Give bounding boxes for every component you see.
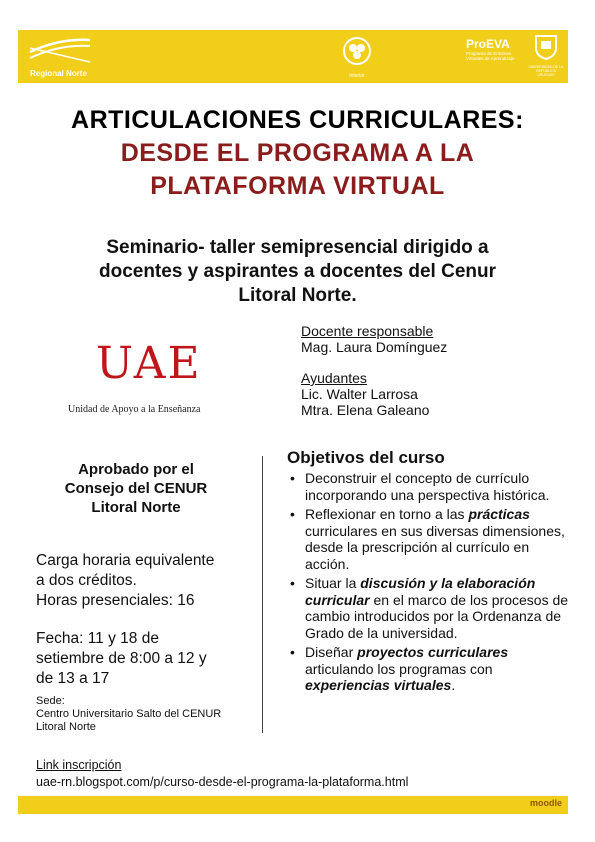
interior-circles-icon: [342, 36, 372, 66]
ayudante-1: Lic. Walter Larrosa: [301, 386, 418, 402]
sede-line-2: Litoral Norte: [36, 721, 96, 733]
title-line-1: ARTICULACIONES CURRICULARES:: [71, 106, 524, 134]
carga-line-3: Horas presenciales: 16: [36, 592, 195, 609]
objetivo-4-text-a: Diseñar: [305, 644, 354, 660]
proeva-name: ProEVA: [466, 37, 510, 51]
link-label: Link inscripción: [36, 758, 122, 772]
objetivo-3-text-a: Situar la: [305, 575, 357, 591]
column-divider: [262, 456, 263, 733]
objetivo-4-text-b: articulando los programas con: [305, 660, 493, 677]
objetivo-3-text-b: en el marco de los procesos de cambio introducidos por la Ordenanza de Grado de la universidad.: [305, 591, 569, 641]
title-line-3: PLATAFORMA VIRTUAL: [150, 172, 445, 200]
uae-logo: [68, 338, 228, 418]
footer-band: [18, 796, 568, 814]
sede-line-1: Centro Universitario Salto del CENUR: [36, 708, 222, 720]
regional-norte-logo: [28, 34, 92, 78]
objetivo-3-emphasis: discusión y la elaboración curricular: [305, 575, 536, 608]
uae-letters: UAE: [96, 338, 202, 389]
docente-name: Mag. Laura Domínguez: [301, 339, 448, 355]
regional-norte-swoosh-icon: [28, 34, 92, 64]
interior-logo: [337, 36, 377, 80]
sede-section: [36, 695, 266, 734]
udelar-subtitle: UNIVERSIDAD DE LA REPÚBLICA URUGUAY: [528, 65, 564, 77]
ayudantes-heading: Ayudantes: [301, 370, 367, 386]
title-line-2: DESDE EL PROGRAMA A LA: [120, 139, 475, 167]
carga-horaria: [36, 551, 256, 611]
seminar-line-2: docentes y aspirantes a docentes del Cenur: [98, 261, 497, 282]
seminar-description: [60, 236, 535, 308]
docente-heading: Docente responsable: [301, 323, 434, 339]
aprobado-line-2: Consejo del CENUR: [64, 480, 208, 497]
udelar-logo: [528, 34, 564, 80]
aprobado-line-3: Litoral Norte: [91, 499, 181, 516]
proeva-subtitle: Programa de Entornos Virtuales de Aprendizaje: [466, 51, 515, 61]
list-item: [288, 575, 573, 641]
objetivo-1-text: Deconstruir el concepto de currículo incorporando una perspectiva histórica.: [305, 470, 550, 503]
ayudante-2: Mtra. Elena Galeano: [301, 402, 430, 418]
registration-link[interactable]: uae-rn.blogspot.com/p/curso-desde-el-programa-la-plataforma.html: [36, 775, 409, 789]
docente-section: [301, 323, 561, 355]
aprobado-section: [36, 460, 236, 517]
objetivo-2-emphasis: prácticas: [468, 506, 530, 522]
objetivo-2-text-b: curriculares en sus diversas dimensiones, desde la prescripción al currículo en acción.: [305, 522, 565, 572]
objetivos-title: Objetivos del curso: [287, 448, 445, 467]
seminar-line-3: Litoral Norte.: [238, 285, 357, 306]
carga-line-2: a dos créditos.: [36, 572, 137, 589]
list-item: [288, 506, 573, 572]
fecha-line-3: de 13 a 17: [36, 670, 110, 687]
fecha-section: [36, 629, 256, 689]
objetivo-2-text-a: Reflexionar en torno a las: [305, 506, 465, 522]
fecha-line-2: setiembre de 8:00 a 12 y: [36, 650, 207, 667]
fecha-line-1: Fecha: 11 y 18 de: [36, 630, 159, 647]
objetivo-4-emphasis-2: experiencias virtuales: [305, 677, 452, 693]
interior-label: Interior: [349, 73, 365, 79]
ayudantes-section: [301, 370, 561, 418]
list-item: [288, 470, 573, 503]
objetivos-list: [288, 470, 573, 697]
list-item: [288, 644, 573, 694]
seminar-line-1: Seminario- taller semipresencial dirigido a: [106, 237, 489, 258]
sede-label: Sede:: [36, 695, 65, 707]
udelar-shield-icon: [534, 34, 558, 60]
proeva-logo: [466, 37, 526, 77]
moodle-logo: moodle: [530, 798, 563, 808]
carga-line-1: Carga horaria equivalente: [36, 552, 215, 569]
objetivo-4-text-c: .: [451, 677, 456, 693]
regional-norte-label: Regional Norte: [30, 69, 87, 78]
uae-caption: Unidad de Apoyo a la Enseñanza: [68, 404, 201, 415]
objetivo-4-emphasis-1: proyectos curriculares: [357, 644, 509, 660]
aprobado-line-1: Aprobado por el: [78, 461, 194, 478]
